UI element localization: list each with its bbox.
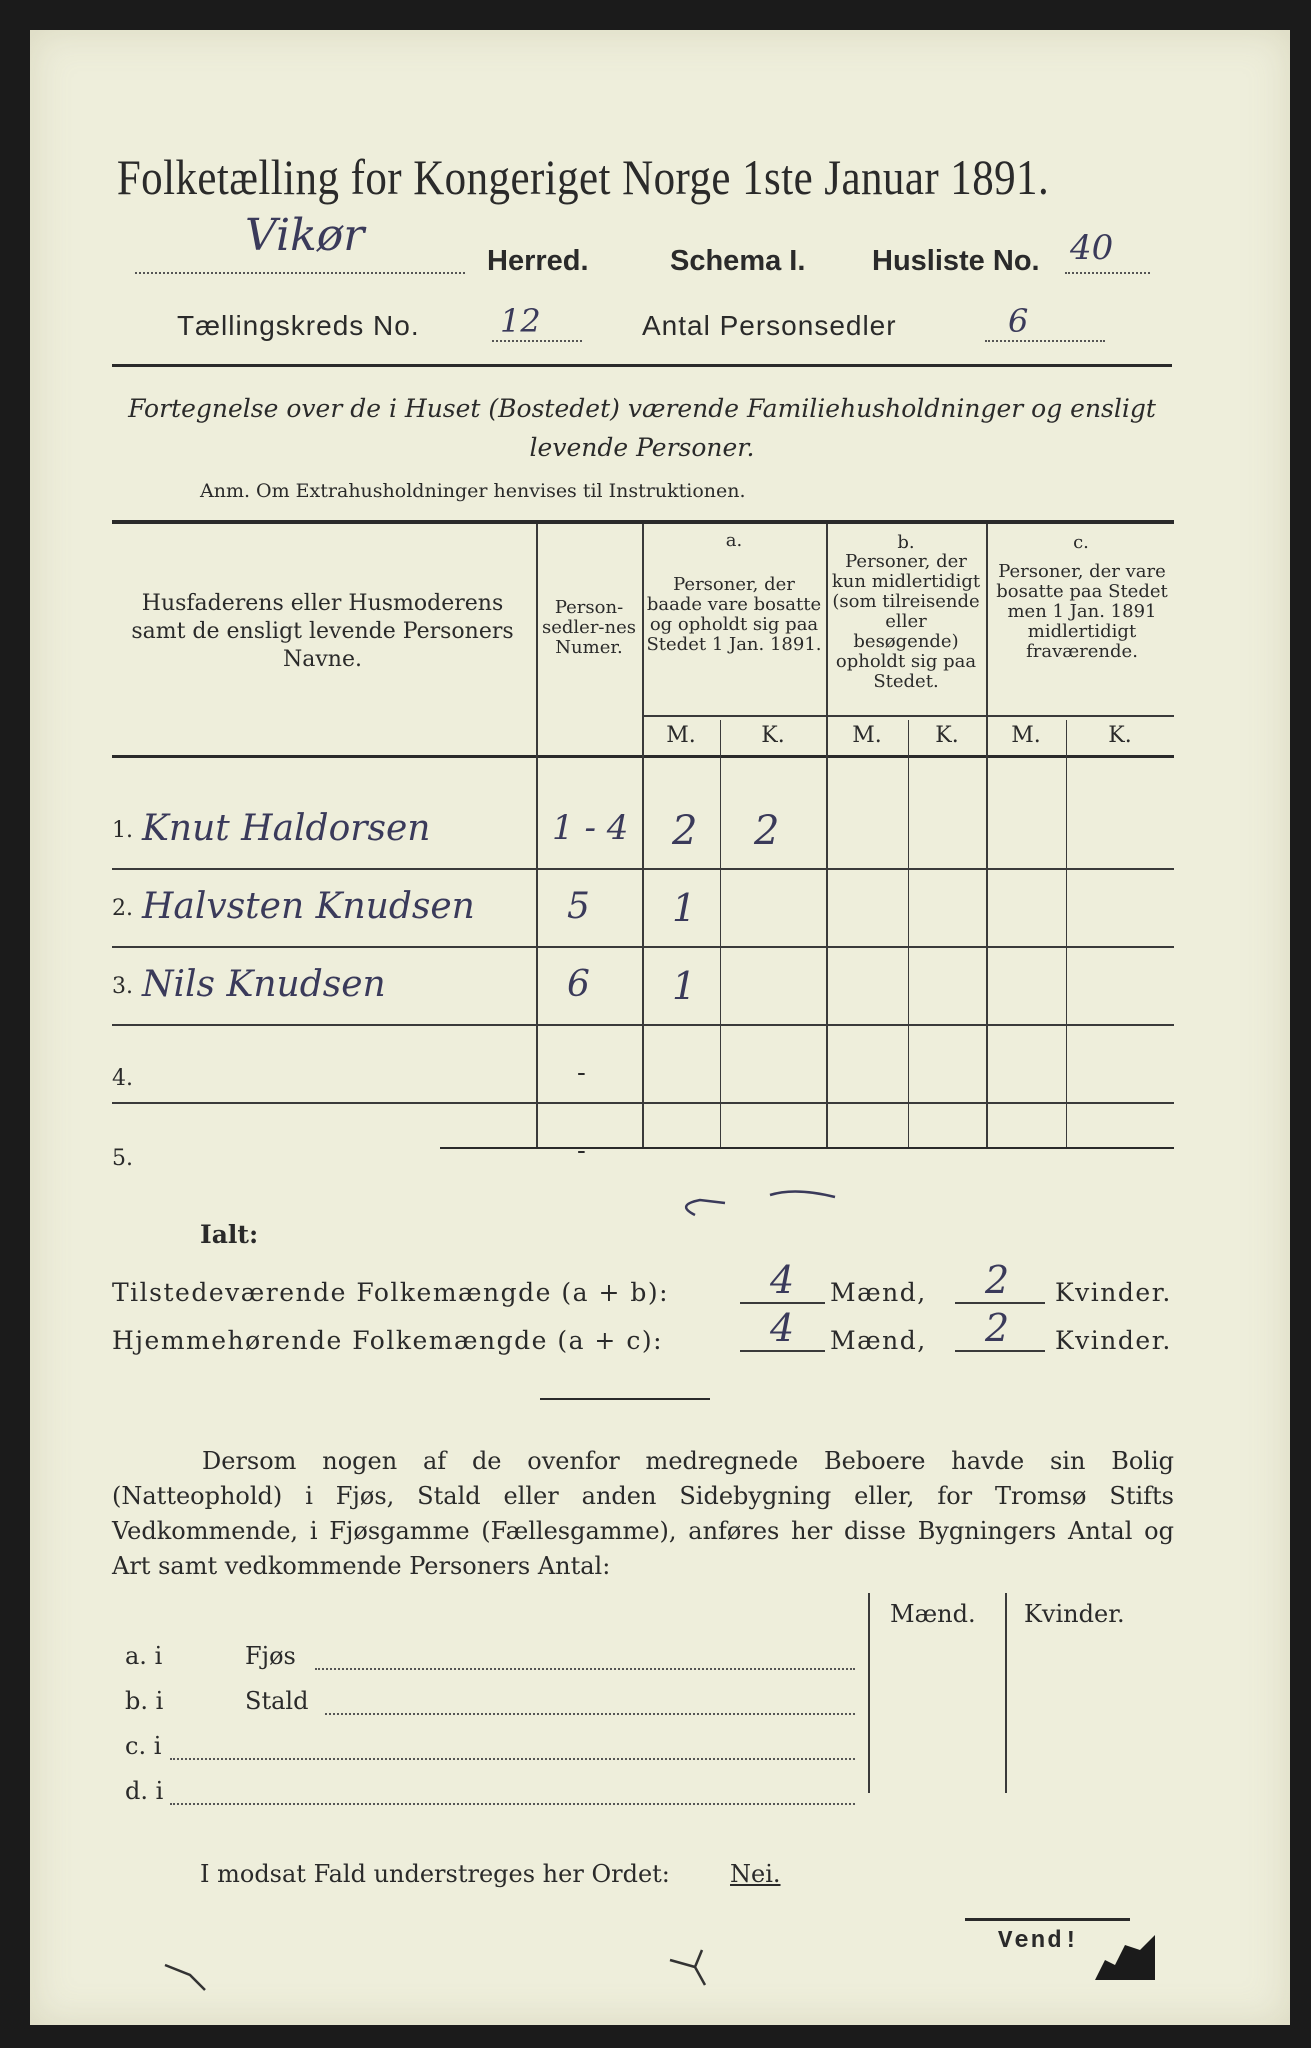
col-b-k: K.	[935, 723, 959, 748]
building-row-a	[125, 1642, 865, 1672]
col-c-m: M.	[1011, 723, 1041, 748]
building-dots	[325, 1691, 855, 1715]
col-a-letter: a.	[725, 530, 743, 551]
total-present-women: 2	[985, 1258, 1010, 1302]
kreds-label: Tællingskreds No.	[177, 310, 420, 341]
header-rule	[112, 364, 1172, 367]
corner-mark-left	[155, 1950, 235, 2000]
row-number: 2.	[112, 896, 133, 921]
row-name: Knut Haldorsen	[142, 808, 431, 849]
row-num: 6	[567, 964, 590, 1005]
herred-label: Herred.	[487, 245, 589, 277]
col-c-header: Personer, der vare bosatte paa Stedet men 1 Jan. 1891 midlertidigt fraværende.	[996, 561, 1168, 662]
personsedler-field	[985, 310, 1105, 342]
row-num: -	[577, 1136, 586, 1166]
building-label: Fjøs	[245, 1642, 296, 1670]
building-row-d	[125, 1777, 865, 1807]
col-a-k: K.	[761, 723, 785, 748]
census-form	[30, 30, 1290, 2025]
total-resident-women-line	[955, 1350, 1045, 1352]
col-name-header: Husfaderens eller Husmoderens samt de ensligt levende Personers Navne.	[131, 591, 514, 672]
building-dots	[170, 1736, 855, 1760]
col-num-header: Person-sedler-nes Numer.	[542, 597, 636, 658]
maend-label: Mænd,	[830, 1326, 927, 1355]
total-present-women-line	[955, 1302, 1045, 1304]
row-a-m: 1	[672, 886, 697, 930]
husliste-label: Husliste No.	[872, 245, 1040, 277]
buildings-vline-1	[868, 1593, 870, 1793]
underline-instruction: I modsat Fald understreges her Ordet:	[200, 1860, 670, 1888]
table-row	[112, 790, 1174, 868]
total-resident-men: 4	[770, 1306, 795, 1350]
buildings-paragraph: Dersom nogen af de ovenfor medregnede Beboere havde sin Bolig (Natteophold) i Fjøs, Stald eller anden Sidebygning eller, for Tromsø Stifts Vedkommende, i Fjøsgamme (Fællesgamme), anføres her disse Bygningers Antal og Art samt vedkommende Personers Antal:	[112, 1447, 1174, 1580]
corner-mark-center	[660, 1945, 740, 1995]
col-a-m: M.	[666, 723, 696, 748]
col-b-letter: b.	[897, 532, 915, 553]
building-label: Stald	[245, 1687, 309, 1715]
building-letter: a. i	[125, 1642, 163, 1670]
intro-line-1: Fortegnelse over de i Huset (Bostedet) værende Familiehusholdninger og ensligt	[128, 394, 1156, 423]
ialt-label: Ialt:	[200, 1220, 259, 1249]
personsedler-label: Antal Personsedler	[642, 310, 897, 341]
total-resident-men-line	[740, 1350, 825, 1352]
herred-value: Vikør	[245, 210, 365, 261]
nei-word: Nei.	[730, 1860, 781, 1888]
intro-line-2: levende Personer.	[529, 433, 755, 462]
row-name: Nils Knudsen	[142, 964, 386, 1005]
row-num: -	[577, 1058, 586, 1088]
building-letter: b. i	[125, 1687, 164, 1715]
personsedler-value: 6	[1008, 302, 1029, 340]
table-bottom-rule	[440, 1147, 1174, 1149]
kvinder-label: Kvinder.	[1055, 1326, 1172, 1355]
kreds-value: 12	[500, 302, 541, 340]
paper-tear	[1095, 1935, 1155, 1980]
annotation-note: Anm. Om Extrahusholdninger henvises til Instruktionen.	[200, 480, 746, 502]
building-row-b	[125, 1687, 865, 1717]
row-name: Halvsten Knudsen	[142, 886, 475, 927]
buildings-col-kvinder: Kvinder.	[1024, 1600, 1125, 1628]
page-title: Folketælling for Kongeriget Norge 1ste Januar 1891.	[116, 149, 1050, 205]
building-row-c	[125, 1732, 865, 1762]
table-row	[112, 868, 1174, 946]
row-number: 1.	[112, 818, 133, 843]
table-row	[112, 1102, 1174, 1171]
kvinder-label: Kvinder.	[1055, 1278, 1172, 1307]
section-divider	[540, 1398, 710, 1400]
building-letter: c. i	[125, 1732, 162, 1760]
maend-label: Mænd,	[830, 1278, 927, 1307]
building-dots	[170, 1781, 855, 1805]
vend-label: Vend!	[998, 1928, 1081, 1955]
col-c-letter: c.	[1073, 532, 1089, 553]
row-a-m: 2	[672, 808, 698, 854]
row-a-k: 2	[754, 808, 780, 854]
col-b-m: M.	[852, 723, 882, 748]
row-number: 5.	[112, 1146, 133, 1171]
total-present-men: 4	[770, 1258, 795, 1302]
total-present-label: Tilstedeværende Folkemængde (a + b):	[112, 1278, 670, 1307]
buildings-col-maend: Mænd.	[890, 1600, 976, 1628]
building-letter: d. i	[125, 1777, 164, 1805]
row-a-m: 1	[672, 964, 697, 1008]
building-dots	[315, 1646, 855, 1670]
schema-label: Schema I.	[670, 245, 806, 277]
vend-rule	[965, 1918, 1130, 1921]
table-row	[112, 1024, 1174, 1102]
husliste-value: 40	[1070, 228, 1114, 268]
total-present-men-line	[740, 1302, 825, 1304]
col-b-header: Personer, der kun midlertidigt (som tilreisende eller besøgende) opholdt sig paa Stedet.	[831, 551, 981, 692]
table-row	[112, 946, 1174, 1024]
col-c-k: K.	[1108, 723, 1132, 748]
total-resident-women: 2	[985, 1306, 1010, 1350]
total-resident-label: Hjemmehørende Folkemængde (a + c):	[112, 1326, 663, 1355]
buildings-vline-2	[1005, 1593, 1007, 1793]
checkmark-scribble	[655, 1185, 885, 1225]
row-number: 4.	[112, 1066, 133, 1091]
mk-rule	[642, 715, 1174, 717]
col-a-header: Personer, der baade vare bosatte og opholdt sig paa Stedet 1 Jan. 1891.	[646, 574, 822, 655]
row-num: 5	[567, 886, 590, 927]
row-number: 3.	[112, 974, 133, 999]
row-num: 1 - 4	[552, 808, 629, 848]
